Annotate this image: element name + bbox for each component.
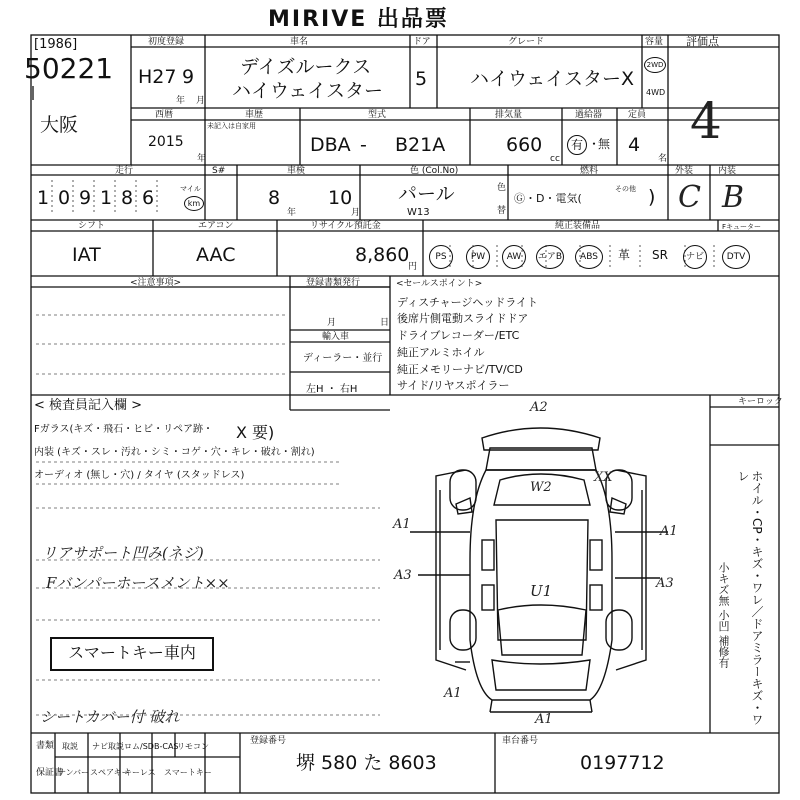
label-docs: 書類 [36,741,55,751]
label-chassis: 車台番号 [502,736,539,746]
model-b: B21A [395,134,446,156]
side-legend-2: 小キズ無 小凹 補修有 [717,562,730,668]
label-color: 色 (Col.No) [410,166,459,176]
reg-month: 月 [327,318,337,328]
lot-tag: [1986] [34,37,78,52]
inspector-glass: Fガラス(キズ・飛石・ヒビ・リペア跡・ [34,424,213,435]
label-mei: 名 [658,154,668,164]
label-nen-3: 年 [287,208,297,218]
label-docs-2: 保証書 [36,768,64,778]
label-doors: ドア [413,37,431,47]
doc-bcas: B-CAS [154,742,179,751]
label-iro: 色 [497,183,507,193]
equip-airbag: エアB [536,245,564,269]
label-inspection: 車検 [287,166,306,176]
label-sales-points: <セールスポイント> [396,279,483,289]
doc-smart-key: スマートキー [164,768,212,777]
equip-dtv: DTV [722,245,750,269]
km-option: km [184,196,204,211]
displacement-value: 660 [506,134,543,156]
month: 9 [182,66,195,88]
turbo-dot: ・ [588,137,601,151]
label-recycle: リサイクル預託金 [310,221,381,231]
sales-point-3: ドライブレコーダー/ETC [397,329,520,342]
era: H27 [138,66,177,88]
doc-remote: リモコン [177,742,209,751]
label-tsuki: 月 [196,96,206,106]
damage-a1-right: A1 [660,524,678,539]
capacity-value: 4 [628,134,641,156]
doc-rom-sd: ロム/SD [124,742,154,751]
mileage-digit-2: 0 [58,187,71,209]
score-value: 4 [690,92,722,150]
label-turbo: 過給器 [575,110,603,120]
inspector-note-2: Fバンパーホースメント×× [46,574,230,592]
car-name-line2: ハイウェイスター [232,80,384,102]
equip-leather: 革 [618,248,631,262]
label-displacement: 排気量 [495,110,523,120]
sales-point-6: サイド/リヤスポイラー [397,379,510,392]
label-equipment: 純正装備品 [555,221,601,231]
label-inspector: < 検査員記入欄 > [34,398,143,413]
insp-year: 8 [268,187,281,209]
fuel-value: Ⓖ・D・電気( [514,192,582,205]
label-mileage: 走行 [115,166,134,176]
reg-dealer: ディーラー・並行 [303,353,383,364]
damage-a3-left: A3 [394,568,412,583]
inspector-note-3: シートカバー付 破れ [40,708,180,726]
mileage-digit-4: 1 [100,187,113,209]
label-score-cap: 容量 [645,37,664,47]
label-sono: その他 [615,185,636,193]
label-gae: 替 [497,206,507,216]
insp-month: 10 [328,187,353,209]
damage-a1-front: A1 [535,712,553,727]
inspector-audio: オーディオ (無し・穴) / タイヤ (スタッドレス) [34,470,245,481]
mileage-digit-6: 6 [142,187,155,209]
fuel-close: ) [648,186,656,208]
label-car-name: 車名 [290,37,309,47]
label-mile: マイル [180,185,201,193]
label-capacity: 定員 [628,110,647,120]
damage-w2: W2 [530,480,552,495]
doc-spare-key: スペアキー [90,768,130,777]
inspector-note-1: リアサポート凹み(ネジ) [42,544,204,562]
recycle-value: 8,860 [355,244,410,266]
sales-point-1: ディスチャージヘッドライト [397,296,539,309]
damage-a2-roof: A2 [530,400,548,415]
inspector-interior: 内装 (キズ・スレ・汚れ・シミ・コゲ・穴・キレ・破れ・割れ) [34,447,315,458]
doors-value: 5 [415,68,428,90]
label-exterior: 外装 [675,166,694,176]
side-legend: ホイル・CP・キズ・ワレ／ドアミラーキズ・ワレ [736,470,764,726]
damage-u1: U1 [530,582,553,600]
label-score: 評価点 [686,35,719,48]
shift-value: IAT [72,244,101,266]
doc-navi-manual: ナビ取説 [92,742,124,751]
location: 大阪 [40,114,79,136]
chassis-number: 0197712 [580,752,665,774]
equip-pw: PW [466,245,490,269]
equip-navi: ナビ [683,245,707,269]
equip-ps: PS [429,245,453,269]
car-name-line1: デイズルークス [240,56,372,78]
equip-sr: SR [652,248,668,262]
mileage-digit-5: 8 [121,187,134,209]
label-nen: 年 [176,96,186,106]
color-no: W13 [407,207,430,218]
label-first-reg: 初度登録 [148,37,185,47]
doc-manual: 取説 [62,742,78,751]
label-key: Fキューター [722,223,762,231]
sales-point-5: 純正メモリーナビ/TV/CD [397,363,523,376]
doc-number: ナンバー [58,768,90,777]
label-grade: グレード [508,37,545,47]
label-fuel: 燃料 [580,166,599,176]
label-interior: 内装 [718,166,737,176]
label-notes: <注意事項> [130,278,182,288]
reg-hand: 左H ・ 右H [306,384,358,395]
damage-a1-left: A1 [393,517,411,532]
label-model: 型式 [368,110,387,120]
smart-key-stamp: スマートキー車内 [50,637,214,671]
reg-import: 輸入車 [322,332,350,342]
mileage-digit-3: 9 [79,187,92,209]
color-value: パール [398,183,455,205]
interior-value: B [722,180,745,215]
model-dash: - [360,134,367,156]
year-value: 2015 [148,134,184,150]
label-reg-type: 登録書類発行 [306,278,361,288]
label-body-sub: 未記入は自家用 [207,122,256,130]
equip-aw: AW [502,245,526,269]
wd2-option: 2WD [644,57,666,73]
label-aircon: エアコン [198,221,234,231]
damage-a3-right: A3 [656,576,674,591]
damage-xx: XX [594,470,613,485]
mileage-digit-1: 1 [37,187,50,209]
lot-number: 50221 [24,52,114,85]
turbo-no: 無 [598,137,611,151]
label-sharp: S# [212,166,226,176]
sheet-title: MIRIVE 出品票 [268,7,449,32]
plate-number: 堺 580 た 8603 [296,752,437,774]
model-a: DBA [310,134,351,156]
recycle-yen: 円 [408,262,418,272]
label-year: 西暦 [155,110,174,120]
reg-day: 日 [380,318,390,328]
label-keylock: キーロック [738,397,783,407]
label-shift: シフト [78,221,106,231]
turbo-yes: 有 [567,135,587,155]
sales-point-2: 後席片側電動スライドドア [397,312,529,325]
equip-abs: ABS [575,245,603,269]
label-body: 車歴 [245,110,264,120]
label-plate: 登録番号 [250,736,287,746]
label-tsuki-2: 月 [351,208,361,218]
exterior-value: C [678,180,701,215]
wd4-option: 4WD [646,88,666,97]
label-nen-2: 年 [197,154,207,164]
sales-point-4: 純正アルミホイル [397,346,485,359]
doc-keyless: キーレス [124,768,156,777]
inspector-glass-mark: X 要) [236,423,275,442]
damage-a1-front-left: A1 [444,686,462,701]
grade-value: ハイウェイスターX [470,68,635,90]
aircon-value: AAC [196,244,236,266]
label-cc: cc [550,154,560,164]
